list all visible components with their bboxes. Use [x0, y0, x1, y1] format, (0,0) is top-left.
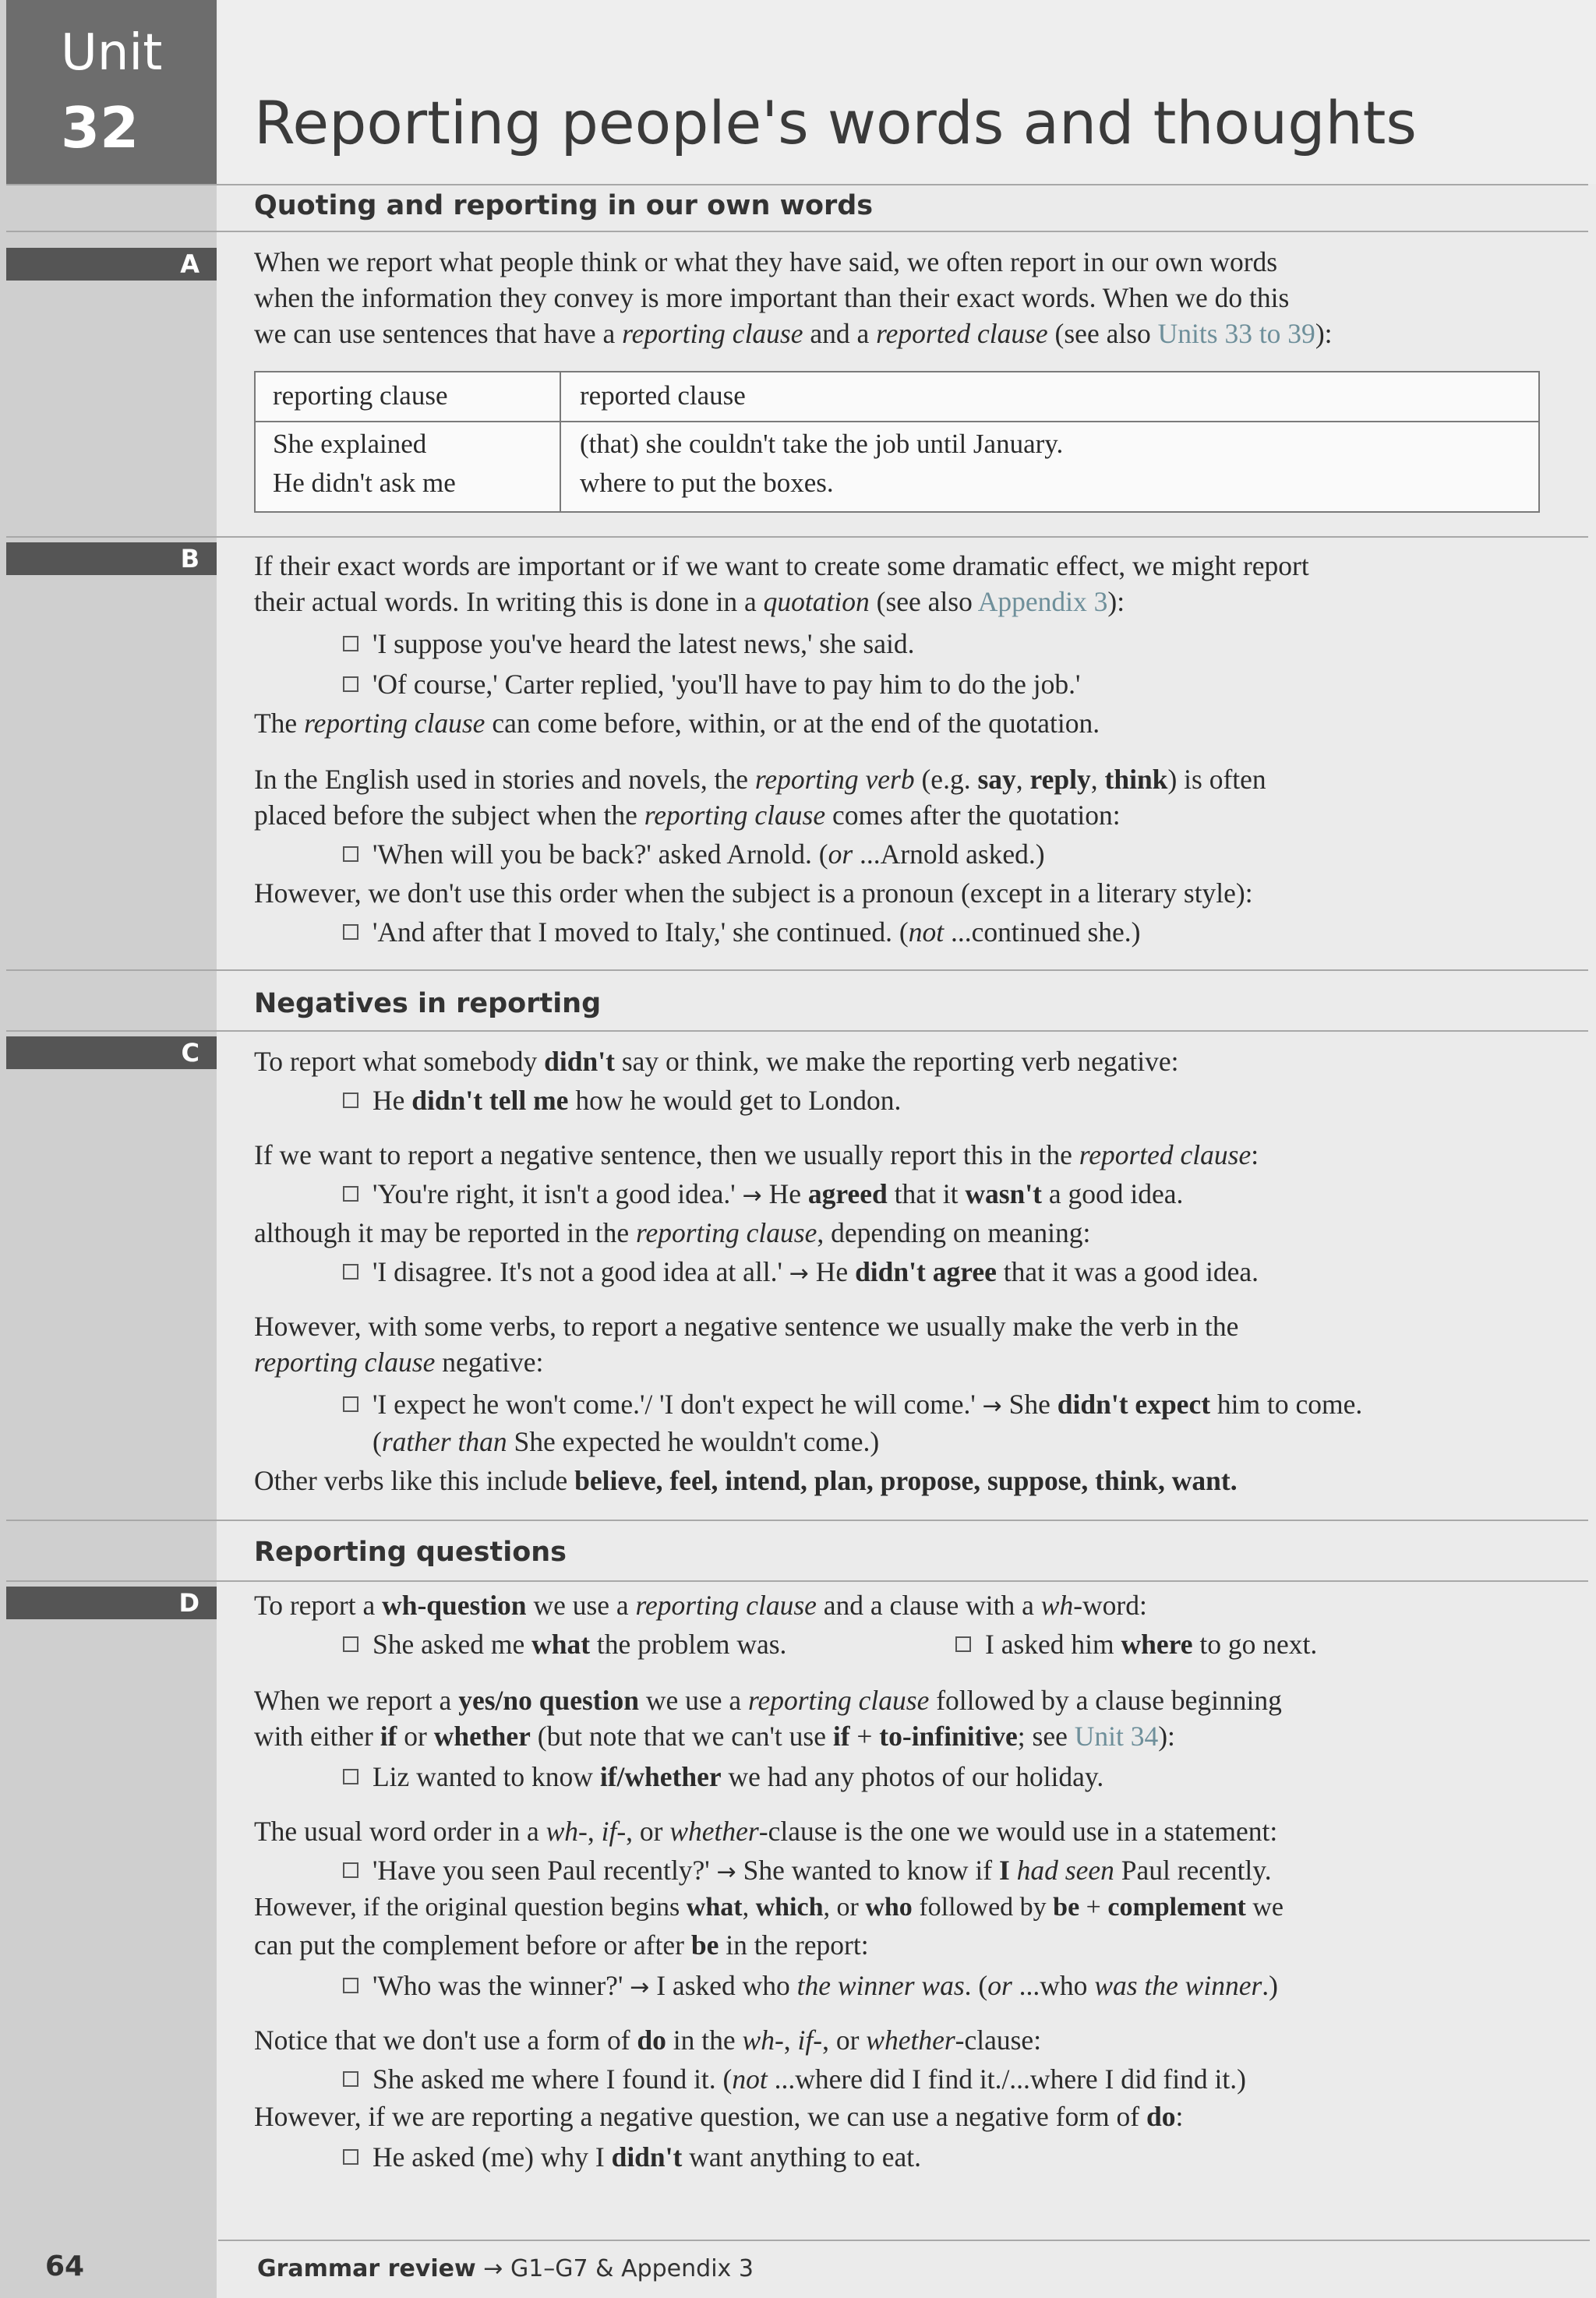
text-line: although it may be reported in the reporting clause, depending on meaning:: [254, 1217, 1091, 1248]
section-heading-negatives: Negatives in reporting: [254, 988, 602, 1019]
arrow-right-icon: →: [742, 1182, 762, 1209]
bullet-square-icon: [343, 846, 358, 862]
example-line: 'You're right, it isn't a good idea.' → He agreed that it wasn't a good idea.: [343, 1178, 1183, 1210]
text-line: To report a wh-question we use a reporting clause and a clause with a wh-word:: [254, 1590, 1147, 1621]
text-line: placed before the subject when the reporting clause comes after the quotation:: [254, 800, 1121, 831]
bullet-square-icon: [343, 2071, 358, 2087]
arrow-right-icon: →: [789, 1260, 809, 1287]
example-line: 'I disagree. It's not a good idea at all.' → He didn't agree that it was a good idea.: [343, 1256, 1259, 1288]
text-line: The usual word order in a wh-, if-, or whether-clause is the one we would use in a statement:: [254, 1816, 1278, 1847]
text-line: can put the complement before or after be in the report:: [254, 1929, 869, 1961]
table-header-cell: reporting clause: [273, 380, 448, 411]
unit-badge: [6, 0, 217, 184]
bullet-square-icon: [343, 1093, 358, 1108]
table-cell: He didn't ask me: [273, 468, 456, 498]
section-rule: [6, 536, 1588, 538]
text-line: reporting clause negative:: [254, 1347, 544, 1378]
example-line: 'I expect he won't come.'/ 'I don't expect he will come.' → She didn't expect him to come.: [343, 1389, 1362, 1421]
text-line: However, with some verbs, to report a negative sentence we usually make the verb in the: [254, 1311, 1239, 1342]
bullet-square-icon: [343, 1769, 358, 1784]
text-line: In the English used in stories and novels, the reporting verb (e.g. say, reply, think) is often: [254, 764, 1266, 795]
example-line: He asked (me) why I didn't want anything to eat.: [343, 2141, 921, 2173]
arrow-right-icon: →: [982, 1393, 1002, 1420]
text-line: their actual words. In writing this is done in a quotation (see also Appendix 3):: [254, 586, 1125, 617]
page-title: Reporting people's words and thoughts: [254, 88, 1418, 157]
text-line: If we want to report a negative sentence, then we usually report this in the reported clause:: [254, 1139, 1259, 1170]
example-line: 'Have you seen Paul recently?' → She wanted to know if I had seen Paul recently.: [343, 1855, 1272, 1887]
text-line: The reporting clause can come before, within, or at the end of the quotation.: [254, 708, 1100, 739]
section-heading-quoting: Quoting and reporting in our own words: [254, 190, 874, 221]
bullet-square-icon: [343, 2149, 358, 2165]
table-header-cell: reported clause: [580, 380, 746, 411]
bullet-square-icon: [955, 1636, 971, 1652]
section-letter-d: D: [6, 1587, 217, 1619]
example-line: He didn't tell me how he would get to London.: [343, 1085, 901, 1117]
text-line: If their exact words are important or if we want to create some dramatic effect, we might report: [254, 550, 1309, 581]
example-line: 'I suppose you've heard the latest news,' she said.: [343, 628, 915, 660]
example-line: 'Of course,' Carter replied, 'you'll have to pay him to do the job.': [343, 669, 1080, 701]
example-line: She asked me where I found it. (not ...where did I find it./...where I did find it.): [343, 2063, 1246, 2095]
bullet-square-icon: [343, 1978, 358, 1993]
unit-number: 32: [61, 95, 139, 161]
link-unit-34[interactable]: Unit 34: [1074, 1721, 1159, 1752]
example-line: 'When will you be back?' asked Arnold. (or ...Arnold asked.): [343, 838, 1045, 870]
arrow-right-icon: →: [630, 1974, 650, 2001]
text-line: However, we don't use this order when the subject is a pronoun (except in a literary style):: [254, 877, 1253, 909]
table-cell: She explained: [273, 429, 427, 459]
text-line: To report what somebody didn't say or think, we make the reporting verb negative:: [254, 1046, 1179, 1077]
bullet-square-icon: [343, 1862, 358, 1878]
text-line: we can use sentences that have a reporting clause and a reported clause (see also Units 33 to 39):: [254, 318, 1333, 349]
text-line: Notice that we don't use a form of do in the wh-, if-, or whether-clause:: [254, 2024, 1042, 2056]
reporting-table: [254, 371, 1540, 513]
grammar-review-footer: Grammar review → G1–G7 & Appendix 3: [257, 2255, 754, 2282]
text-line: When we report what people think or what they have said, we often report in our own words: [254, 246, 1278, 277]
bullet-square-icon: [343, 1396, 358, 1412]
table-cell: where to put the boxes.: [580, 468, 834, 498]
left-sidebar: [0, 0, 217, 2298]
example-line: 'And after that I moved to Italy,' she continued. (not ...continued she.): [343, 916, 1141, 948]
example-line: I asked him where to go next.: [955, 1629, 1317, 1661]
section-heading-questions: Reporting questions: [254, 1537, 567, 1568]
bullet-square-icon: [343, 636, 358, 651]
text-line: Other verbs like this include believe, feel, intend, plan, propose, suppose, think, want.: [254, 1465, 1238, 1496]
table-cell: (that) she couldn't take the job until January.: [580, 429, 1064, 459]
text-line: However, if the original question begins what, which, or who followed by be + complement we: [254, 1893, 1284, 1922]
arrow-right-icon: →: [483, 2255, 503, 2282]
section-letter-b: B: [6, 542, 217, 575]
bullet-square-icon: [343, 1636, 358, 1652]
section-rule: [6, 231, 1588, 232]
section-rule: [6, 1520, 1588, 1521]
example-line: 'Who was the winner?' → I asked who the winner was. (or ...who was the winner.): [343, 1970, 1278, 2002]
section-rule: [6, 184, 1588, 185]
text-line: when the information they convey is more important than their exact words. When we do this: [254, 282, 1290, 313]
text-line: However, if we are reporting a negative question, we can use a negative form of do:: [254, 2101, 1184, 2132]
text-line: When we report a yes/no question we use a reporting clause followed by a clause beginning: [254, 1685, 1282, 1716]
page-number: 64: [45, 2250, 85, 2282]
unit-label: Unit: [61, 24, 163, 82]
example-line: Liz wanted to know if/whether we had any photos of our holiday.: [343, 1761, 1103, 1793]
example-line: She asked me what the problem was.: [343, 1629, 786, 1661]
bullet-square-icon: [343, 924, 358, 940]
bullet-square-icon: [343, 676, 358, 692]
section-letter-c: C: [6, 1036, 217, 1069]
section-rule: [6, 1030, 1588, 1032]
footer-rule: [218, 2240, 1590, 2241]
arrow-right-icon: →: [716, 1859, 736, 1886]
section-rule: [6, 969, 1588, 971]
bullet-square-icon: [343, 1186, 358, 1202]
link-units-33-39[interactable]: Units 33 to 39: [1157, 318, 1315, 349]
example-line: (rather than She expected he wouldn't come.): [373, 1426, 880, 1457]
section-letter-a: A: [6, 248, 217, 281]
bullet-square-icon: [343, 1264, 358, 1280]
section-rule: [6, 1580, 1588, 1582]
text-line: with either if or whether (but note that we can't use if + to-infinitive; see Unit 34):: [254, 1721, 1175, 1752]
link-appendix-3[interactable]: Appendix 3: [977, 586, 1108, 617]
